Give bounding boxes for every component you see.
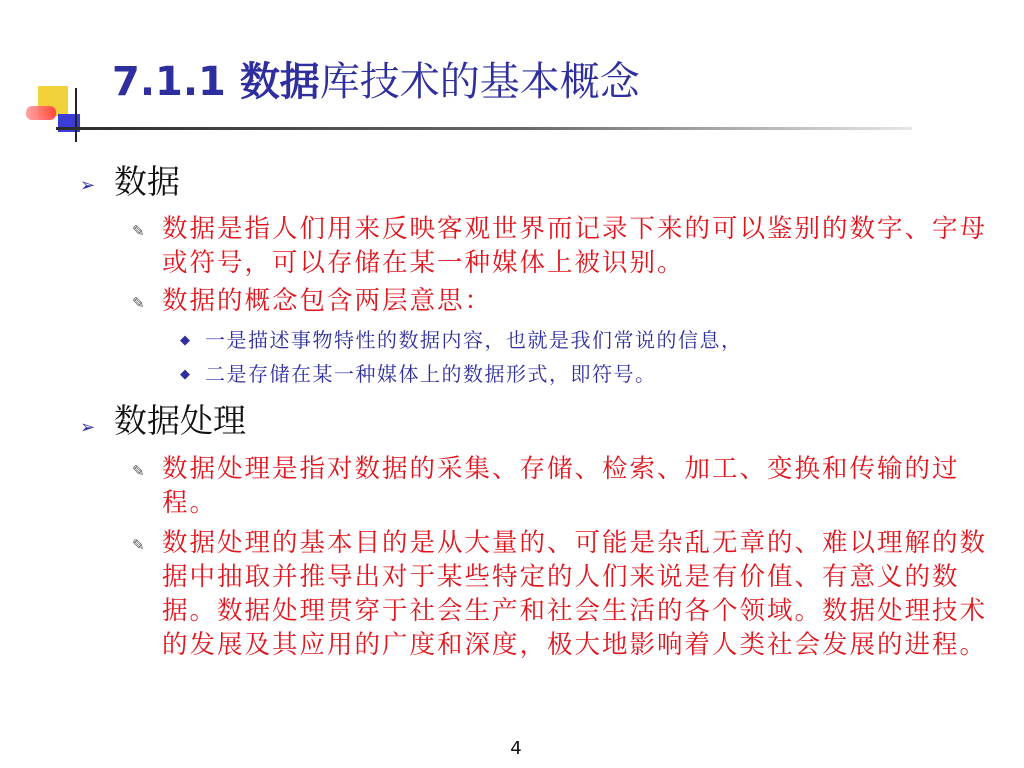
sub-list-item: 二是存储在某一种媒体上的数据形式，即符号。 (205, 362, 657, 386)
slide-title (112, 52, 640, 112)
diamond-bullet-icon: ◆ (180, 333, 190, 348)
pencil-bullet-icon: ✎ (132, 462, 145, 480)
list-item: 数据处理是指对数据的采集、存储、检索、加工、变换和传输的过程。 (162, 454, 960, 518)
pencil-bullet-icon: ✎ (132, 294, 145, 312)
arrow-bullet-icon: ➢ (80, 417, 96, 438)
section-heading: 数据处理 (114, 401, 246, 440)
pencil-bullet-icon: ✎ (132, 536, 145, 554)
page-number: 4 (510, 738, 522, 759)
sub-list-item: 一是描述事物特性的数据内容，也就是我们常说的信息， (205, 328, 743, 352)
list-item: 数据的概念包含两层意思： (162, 286, 493, 316)
title-rest: 库技术的基本概念 (319, 59, 640, 105)
logo-vertical-line (75, 88, 77, 142)
title-underline (56, 127, 912, 130)
section-heading: 数据 (114, 162, 180, 201)
logo-red-bar (26, 106, 56, 120)
slide-logo (18, 86, 82, 142)
arrow-bullet-icon: ➢ (80, 175, 96, 196)
list-item: 数据处理的基本目的是从大量的、可能是杂乱无章的、难以理解的数据中抽取并推导出对于某些特定的人们来说是有价值、有意义的数据。数据处理贯穿于社会生产和社会生活的各个领域。数据处理技术的发展及其应用的广度和深度，极大地影响着人类社会发展的进程。 (162, 528, 988, 660)
diamond-bullet-icon: ◆ (180, 367, 190, 382)
pencil-bullet-icon: ✎ (132, 222, 145, 240)
title-bold-part: 7.1.1 数据 (112, 59, 320, 105)
list-item: 数据是指人们用来反映客观世界而记录下来的可以鉴别的数字、字母或符号，可以存储在某一种媒体上被识别。 (162, 214, 988, 278)
